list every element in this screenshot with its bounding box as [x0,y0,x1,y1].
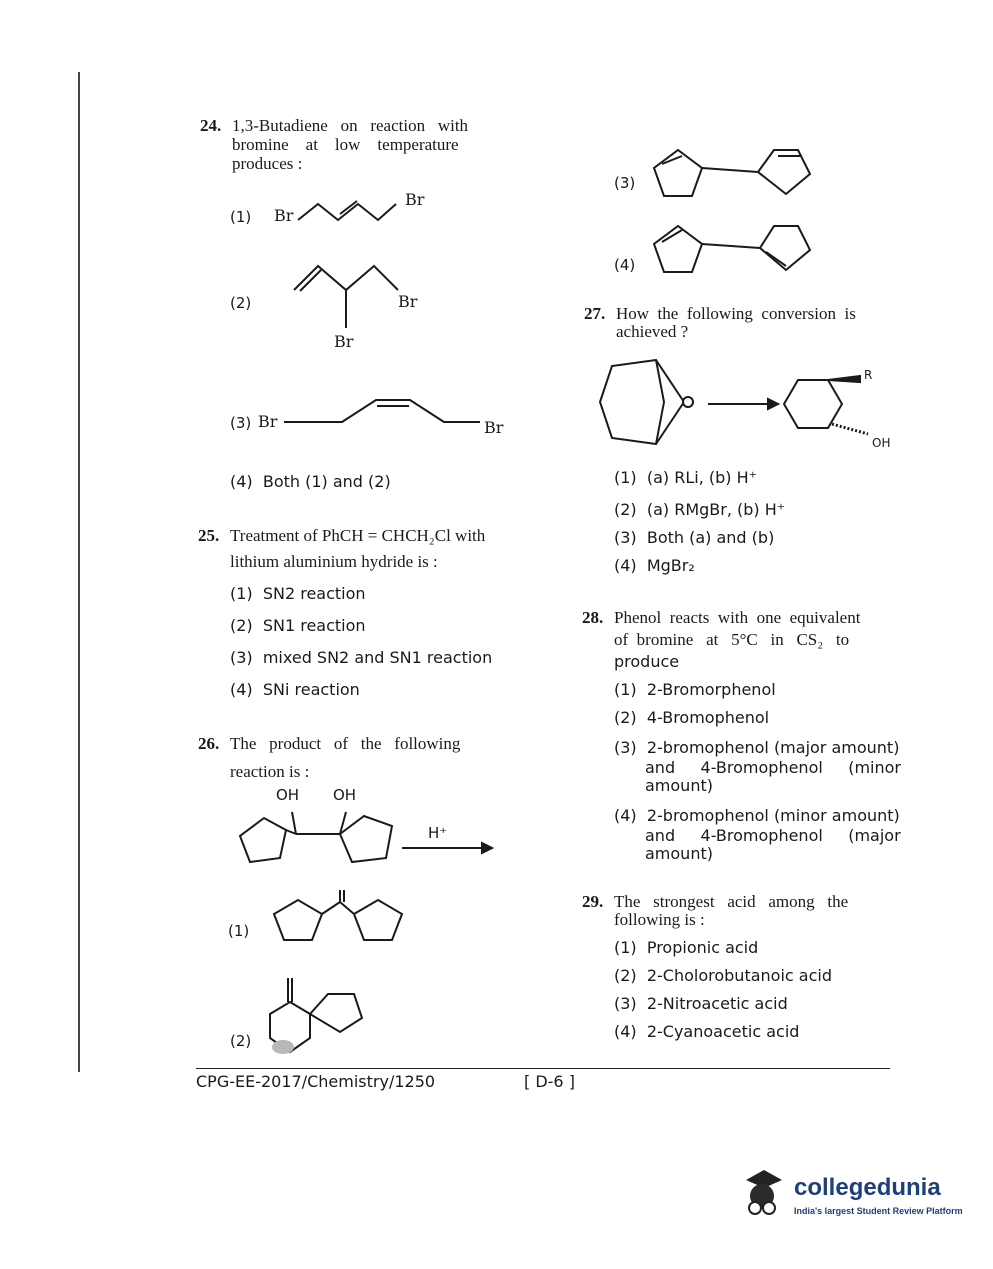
hydroxyl-label: OH [276,786,300,804]
ketone-dicyclopentyl-structure [268,886,408,946]
option-text: (3) 2-Nitroacetic acid [614,994,788,1013]
margin-line [78,72,80,1072]
option-label: (3) [230,414,252,432]
bicyclopentenylidene-structure [648,144,818,204]
hydroxyl-label: OH [333,786,357,804]
option-text: (4) MgBr₂ [614,556,695,575]
question-text: The strongest acid among the [614,892,849,911]
atom-label: Br [398,292,418,311]
question-text: achieved ? [616,322,689,341]
atom-label: R [864,368,873,382]
question-text: Phenol reacts with one equivalent [614,608,861,627]
bicyclopentenyl-structure [648,220,818,280]
question-text: 1,3-Butadiene on reaction with [232,116,469,135]
option-text: amount) [645,776,713,795]
footer-rule [196,1068,890,1069]
collegedunia-watermark [738,1164,968,1224]
question-text: How the following conversion is [616,304,856,323]
option-label: (1) [228,922,250,940]
question-number: 25. [198,526,220,545]
question-number: 28. [582,608,604,627]
trans-2-substituted-cyclohexanol-structure [780,368,873,440]
brand-tagline: India's largest Student Review Platform [794,1206,963,1216]
question-text: of bromine at 5°C in CS₂ to [614,630,850,649]
option-text: (2) SN1 reaction [230,616,366,635]
reagent-label: H⁺ [428,824,448,842]
question-text: produce [614,652,680,671]
option-text: (1) 2-Bromorphenol [614,680,776,699]
option-text: and 4-Bromophenol (minor [645,758,902,777]
option-label: (2) [230,1032,252,1050]
option-text: and 4-Bromophenol (major [645,826,901,845]
atom-label: Br [484,418,504,437]
option-text: (2) 4-Bromophenol [614,708,770,727]
atom-label: Br [405,190,425,209]
option-text: (1) SN2 reaction [230,584,366,603]
atom-label: OH [872,436,891,450]
option-text: (4) 2-Cyanoacetic acid [614,1022,800,1041]
option-text: (4) 2-bromophenol (minor amount) [614,806,900,825]
page-number: [ D-6 ] [524,1072,575,1091]
option-text: (4) Both (1) and (2) [230,472,391,491]
option-text: (2) (a) RMgBr, (b) H⁺ [614,500,786,519]
atom-label: Br [258,412,278,431]
cyclohexene-oxide-structure [596,352,706,452]
option-text: (2) 2-Cholorobutanoic acid [614,966,832,985]
option-text: (3) mixed SN2 and SN1 reaction [230,648,493,667]
question-text: lithium aluminium hydride is : [230,552,438,571]
question-text: reaction is : [230,762,310,781]
question-text: produces : [232,154,303,173]
question-number: 24. [200,116,222,135]
option-text: (3) 2-bromophenol (major amount) [614,738,900,757]
option-label: (2) [230,294,252,312]
footer-code: CPG-EE-2017/Chemistry/1250 [196,1072,436,1091]
question-text: following is : [614,910,705,929]
1-4-dibromobutene-structure [284,394,484,434]
brand-name: collegedunia [794,1174,941,1201]
question-number: 27. [584,304,606,323]
atom-label: Br [274,206,294,225]
option-text: (3) Both (a) and (b) [614,528,775,547]
question-number: 29. [582,892,604,911]
dibromobutene-structure [296,196,416,226]
question-number: 26. [198,734,220,753]
option-label: (3) [614,174,636,192]
question-text: Treatment of PhCH = CHCH₂Cl with [230,526,486,545]
collegedunia-logo-icon [738,1166,786,1220]
option-label: (4) [614,256,636,274]
option-label: (1) [230,208,252,226]
ink-smudge [272,1040,294,1054]
option-text: amount) [645,844,713,863]
reaction-arrow [402,840,492,856]
option-text: (1) (a) RLi, (b) H⁺ [614,468,758,487]
option-text: (1) Propionic acid [614,938,759,957]
atom-label: Br [334,332,354,351]
pinacol-diol-structure [236,806,406,878]
option-text: (4) SNi reaction [230,680,360,699]
reaction-arrow [708,396,778,412]
branched-dibromide-structure [290,258,410,338]
question-text: The product of the following [230,734,461,753]
question-text: bromine at low temperature [232,135,459,154]
